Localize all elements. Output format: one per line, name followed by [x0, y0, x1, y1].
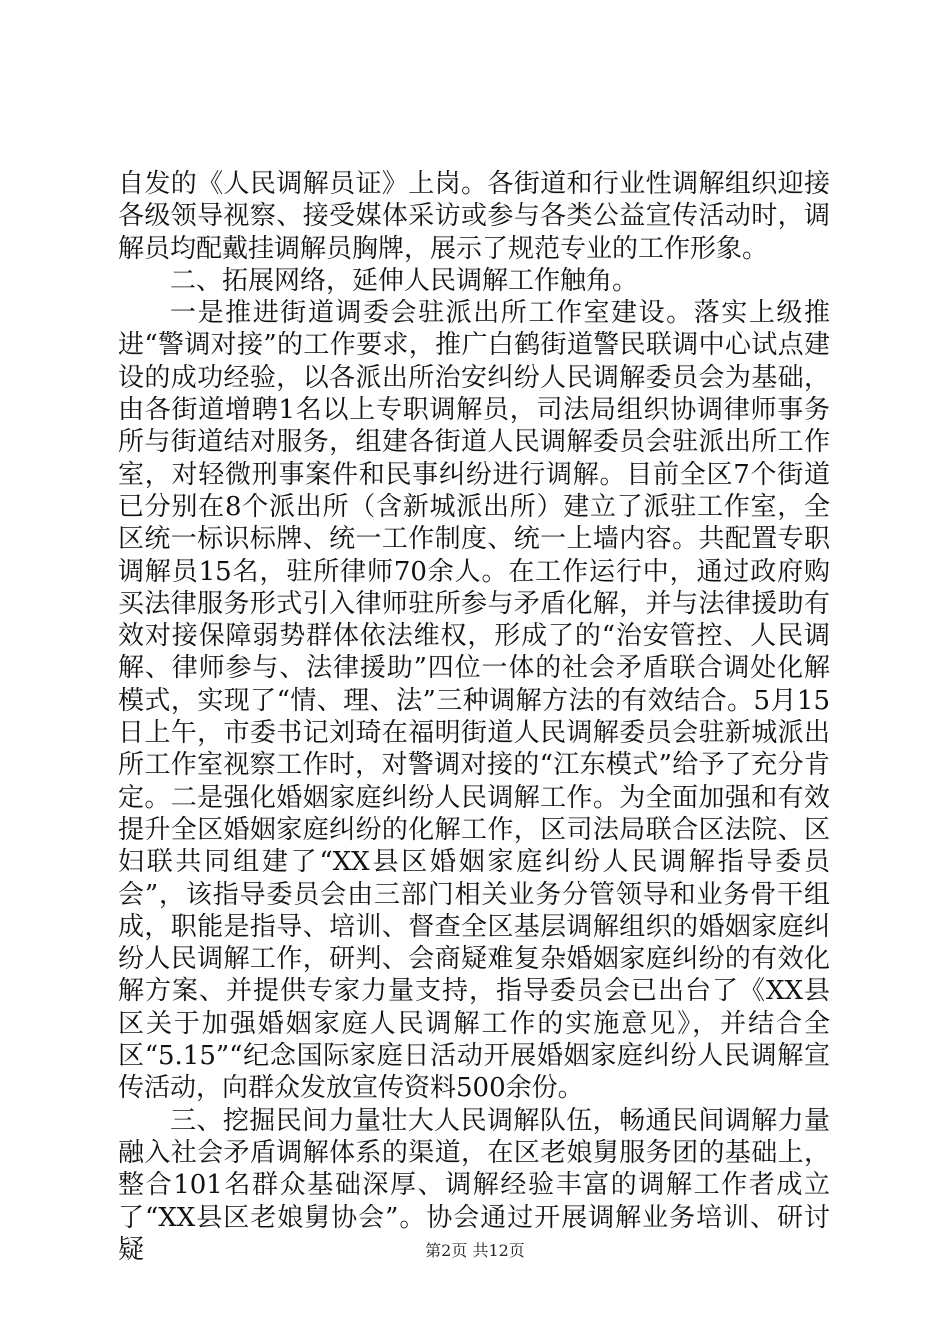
page-footer: 第2页 共12页 — [425, 1241, 525, 1260]
document-body — [118, 168, 830, 1266]
section-heading-2: 二、拓展网络，延伸人民调解工作触角。 — [170, 265, 639, 296]
paragraph-continuation: 自发的《人民调解员证》上岗。各街道和行业性调解组织迎接各级领导视察、接受媒体采访或参与各类公益宣传活动时，调解员均配戴挂调解员胸牌，展示了规范专业的工作形象。 — [118, 169, 830, 264]
paragraph-body: 一是推进街道调委会驻派出所工作室建设。落实上级推进“警调对接”的工作要求，推广白鹤街道警民联调中心试点建设的成功经验，以各派出所治安纠纷人民调解委员会为基础，由各街道增聘1名以上专职调解员，司法局组织协调律师事务所与街道结对服务，组建各街道人民调解委员会驻派出所工作室，对轻微刑事案件和民事纠纷进行调解。目前全区7个街道已分别在8个派出所（含新城派出所）建立了派驻工作室，全区统一标识标牌、统一工作制度、统一上墙内容。共配置专职调解员15名，驻所律师70余人。在工作运行中，通过政府购买法律服务形式引入律师驻所参与矛盾化解，并与法律援助有效对接保障弱势群体依法维权，形成了的“治安管控、人民调解、律师参与、法律援助”四位一体的社会矛盾联合调处化解模式，实现了“情、理、法”三种调解方法的有效结合。5月15日上午，市委书记刘琦在福明街道人民调解委员会驻新城派出所工作室视察工作时，对警调对接的“江东模式”给予了充分肯定。二是强化婚姻家庭纠纷人民调解工作。为全面加强和有效提升全区婚姻家庭纠纷的化解工作，区司法局联合区法院、区妇联共同组建了“XX县区婚姻家庭纠纷人民调解指导委员会”，该指导委员会由三部门相关业务分管领导和业务骨干组成，职能是指导、培训、督查全区基层调解组织的婚姻家庭纠纷人民调解工作，研判、会商疑难复杂婚姻家庭纠纷的有效化解方案、并提供专家力量支持，指导委员会已出台了《XX县区关于加强婚姻家庭人民调解工作的实施意见》，并结合全区“5.15”“纪念国际家庭日活动开展婚姻家庭纠纷人民调解宣传活动，向群众发放宣传资料500余份。 — [118, 298, 830, 1104]
section-heading-3-paragraph: 三、挖掘民间力量壮大人民调解队伍，畅通民间调解力量融入社会矛盾调解体系的渠道，在区老娘舅服务团的基础上，整合101名群众基础深厚、调解经验丰富的调解工作者成立了“XX县区老娘舅协会”。协会通过开展调解业务培训、研讨疑 — [118, 1105, 830, 1265]
